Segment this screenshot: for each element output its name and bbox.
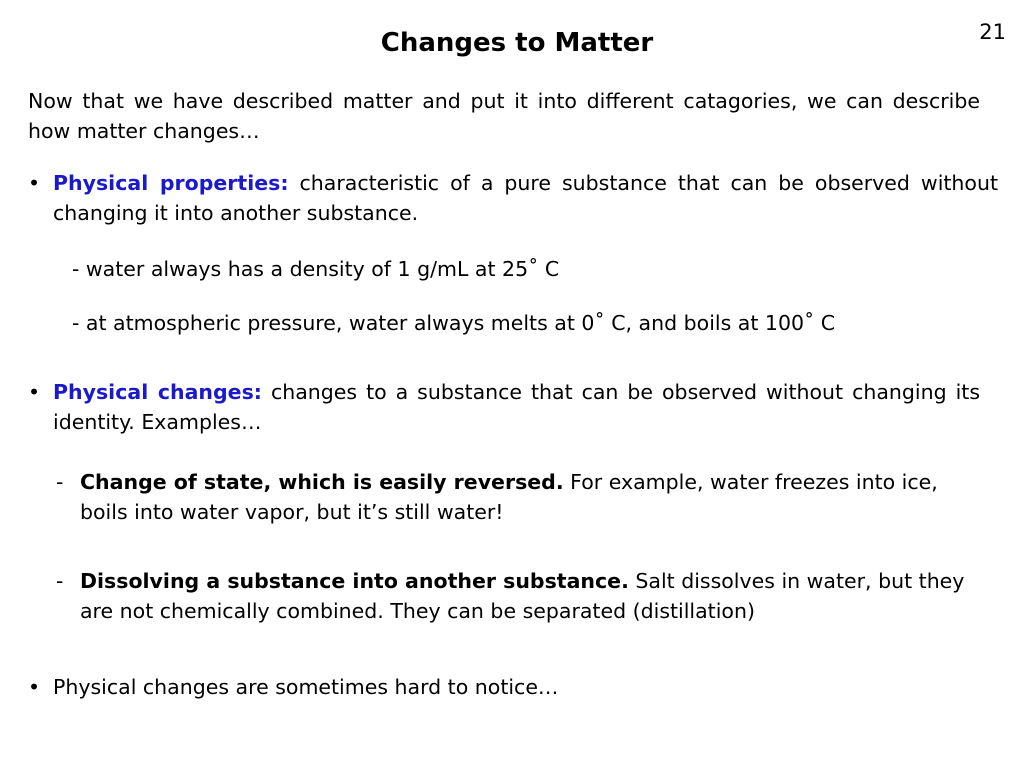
bullet-body <box>53 672 980 702</box>
dash-marker: - <box>56 569 64 593</box>
term-physical-changes: Physical changes: <box>53 380 262 404</box>
property-example-melting-boiling: - at atmospheric pressure, water always melts at 0˚ C, and boils at 100˚ C <box>72 311 836 335</box>
example-body <box>80 566 976 626</box>
property-example-density: - water always has a density of 1 g/mL at 25˚ C <box>72 257 560 281</box>
example-lead: Change of state, which is easily reversed. <box>80 470 564 494</box>
intro-paragraph: Now that we have described matter and put it into different catagories, we can describe how matter changes… <box>28 89 980 143</box>
bullet-body <box>53 168 998 228</box>
dash-marker: - <box>56 470 64 494</box>
bullet-body <box>53 377 980 437</box>
bullet-text: Physical changes are sometimes hard to notice… <box>53 675 559 699</box>
bullet-physical-changes <box>28 377 980 437</box>
bullet-marker: • <box>28 380 41 404</box>
slide-number: 21 <box>979 20 1006 44</box>
term-physical-properties: Physical properties: <box>53 171 289 195</box>
example-body <box>80 467 956 527</box>
example-lead: Dissolving a substance into another substance. <box>80 569 629 593</box>
example-change-of-state <box>56 467 956 527</box>
example-dissolving <box>56 566 976 626</box>
definition-text: changes to a substance that can be observed without changing its identity. Examples… <box>53 380 980 434</box>
example-text: For example, water freezes into ice, boils into water vapor, but it’s still water! <box>80 470 938 524</box>
slide-title: Changes to Matter <box>380 28 654 58</box>
bullet-physical-properties <box>28 168 998 228</box>
bullet-marker: • <box>28 171 41 195</box>
bullet-marker: • <box>28 675 41 699</box>
bullet-hard-to-notice <box>28 672 980 702</box>
definition-text: characteristic of a pure substance that can be observed without changing it into another substance. <box>53 171 998 225</box>
example-text: Salt dissolves in water, but they are not chemically combined. They can be separated (distillation) <box>80 569 965 623</box>
